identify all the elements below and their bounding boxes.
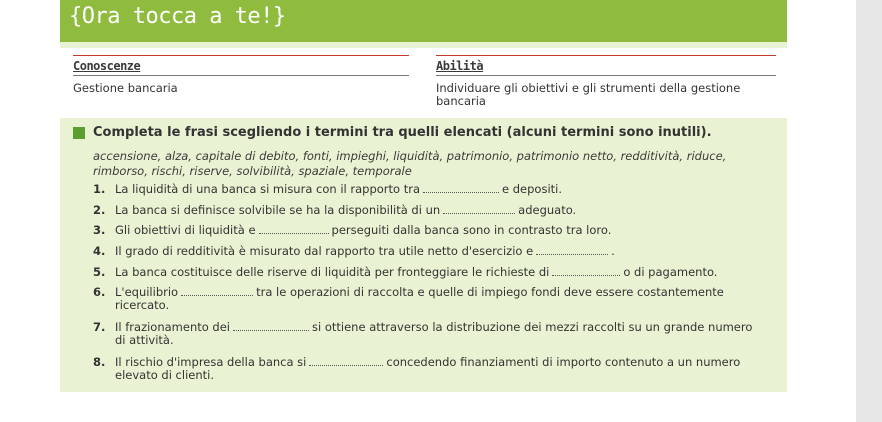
question-text: Il frazionamento dei bbox=[115, 320, 231, 334]
answer-blank[interactable] bbox=[259, 224, 329, 234]
skills-panel bbox=[60, 48, 787, 118]
answer-blank[interactable] bbox=[536, 245, 608, 255]
question-text: e depositi. bbox=[502, 182, 563, 196]
question-number: 5. bbox=[93, 265, 106, 279]
knowledge-header: Conoscenze bbox=[73, 59, 141, 73]
question-text: L'equilibrio bbox=[115, 285, 179, 299]
question-text: elevato di clienti. bbox=[115, 368, 214, 382]
question-text: La banca si definisce solvibile se ha la disponibilità di un bbox=[115, 203, 441, 217]
question-text: perseguiti dalla banca sono in contrasto tra loro. bbox=[331, 223, 612, 237]
question-number: 4. bbox=[93, 244, 106, 258]
question-number: 2. bbox=[93, 203, 106, 217]
question-text: adeguato. bbox=[518, 203, 577, 217]
ability-column bbox=[436, 55, 776, 108]
knowledge-column bbox=[73, 55, 409, 95]
question-item bbox=[93, 266, 783, 279]
question-number: 7. bbox=[93, 320, 106, 334]
word-list: accensione, alza, capitale di debito, fonti, impieghi, liquidità, patrimonio, patrimonio netto, redditività, riduce, rimborso, rischi, riserve, solvibilità, spaziale, temporale bbox=[93, 149, 727, 178]
question-text: La liquidità di una banca si misura con il rapporto tra bbox=[115, 182, 421, 196]
ability-text: Individuare gli obiettivi e gli strumenti della gestione bancaria bbox=[436, 81, 741, 108]
answer-blank[interactable] bbox=[443, 204, 515, 214]
knowledge-text: Gestione bancaria bbox=[73, 81, 178, 95]
question-text: Gli obiettivi di liquidità e bbox=[115, 223, 256, 237]
answer-blank[interactable] bbox=[309, 356, 383, 366]
question-text: Il rischio d'impresa della banca si bbox=[115, 355, 307, 369]
question-text: di attività. bbox=[115, 333, 174, 347]
page-title: {Ora tocca a te!} bbox=[69, 4, 286, 29]
question-text: Il grado di redditività è misurato dal rapporto tra utile netto d'esercizio e bbox=[115, 244, 534, 258]
question-item bbox=[93, 245, 783, 258]
question-number: 3. bbox=[93, 223, 106, 237]
question-item bbox=[93, 321, 783, 347]
question-text: concedendo finanziamenti di importo contenuto a un numero bbox=[386, 355, 741, 369]
exercise-instruction: Completa le frasi scegliendo i termini tra quelli elencati (alcuni termini sono inutili). bbox=[93, 125, 712, 140]
answer-blank[interactable] bbox=[181, 286, 253, 296]
question-item bbox=[93, 224, 783, 237]
answer-blank[interactable] bbox=[552, 266, 620, 276]
question-number: 8. bbox=[93, 355, 106, 369]
question-item bbox=[93, 204, 783, 217]
scrollbar[interactable] bbox=[856, 0, 882, 422]
exercise-card bbox=[60, 0, 787, 392]
bullet-square-icon bbox=[73, 127, 85, 139]
question-text: si ottiene attraverso la distribuzione dei mezzi raccolti su un grande numero bbox=[312, 320, 753, 334]
question-item bbox=[93, 286, 783, 312]
ability-header: Abilità bbox=[436, 59, 484, 73]
answer-blank[interactable] bbox=[423, 183, 499, 193]
question-text: La banca costituisce delle riserve di liquidità per fronteggiare le richieste di bbox=[115, 265, 550, 279]
question-text: . bbox=[611, 244, 615, 258]
answer-blank[interactable] bbox=[233, 321, 309, 331]
question-text: ricercato. bbox=[115, 298, 170, 312]
question-number: 6. bbox=[93, 285, 106, 299]
title-bar bbox=[60, 0, 787, 42]
question-item bbox=[93, 356, 783, 382]
question-number: 1. bbox=[93, 182, 106, 196]
question-text: tra le operazioni di raccolta e quelle di impiego fondi deve essere costantemente bbox=[256, 285, 724, 299]
question-text: o di pagamento. bbox=[623, 265, 718, 279]
question-item bbox=[93, 183, 783, 196]
